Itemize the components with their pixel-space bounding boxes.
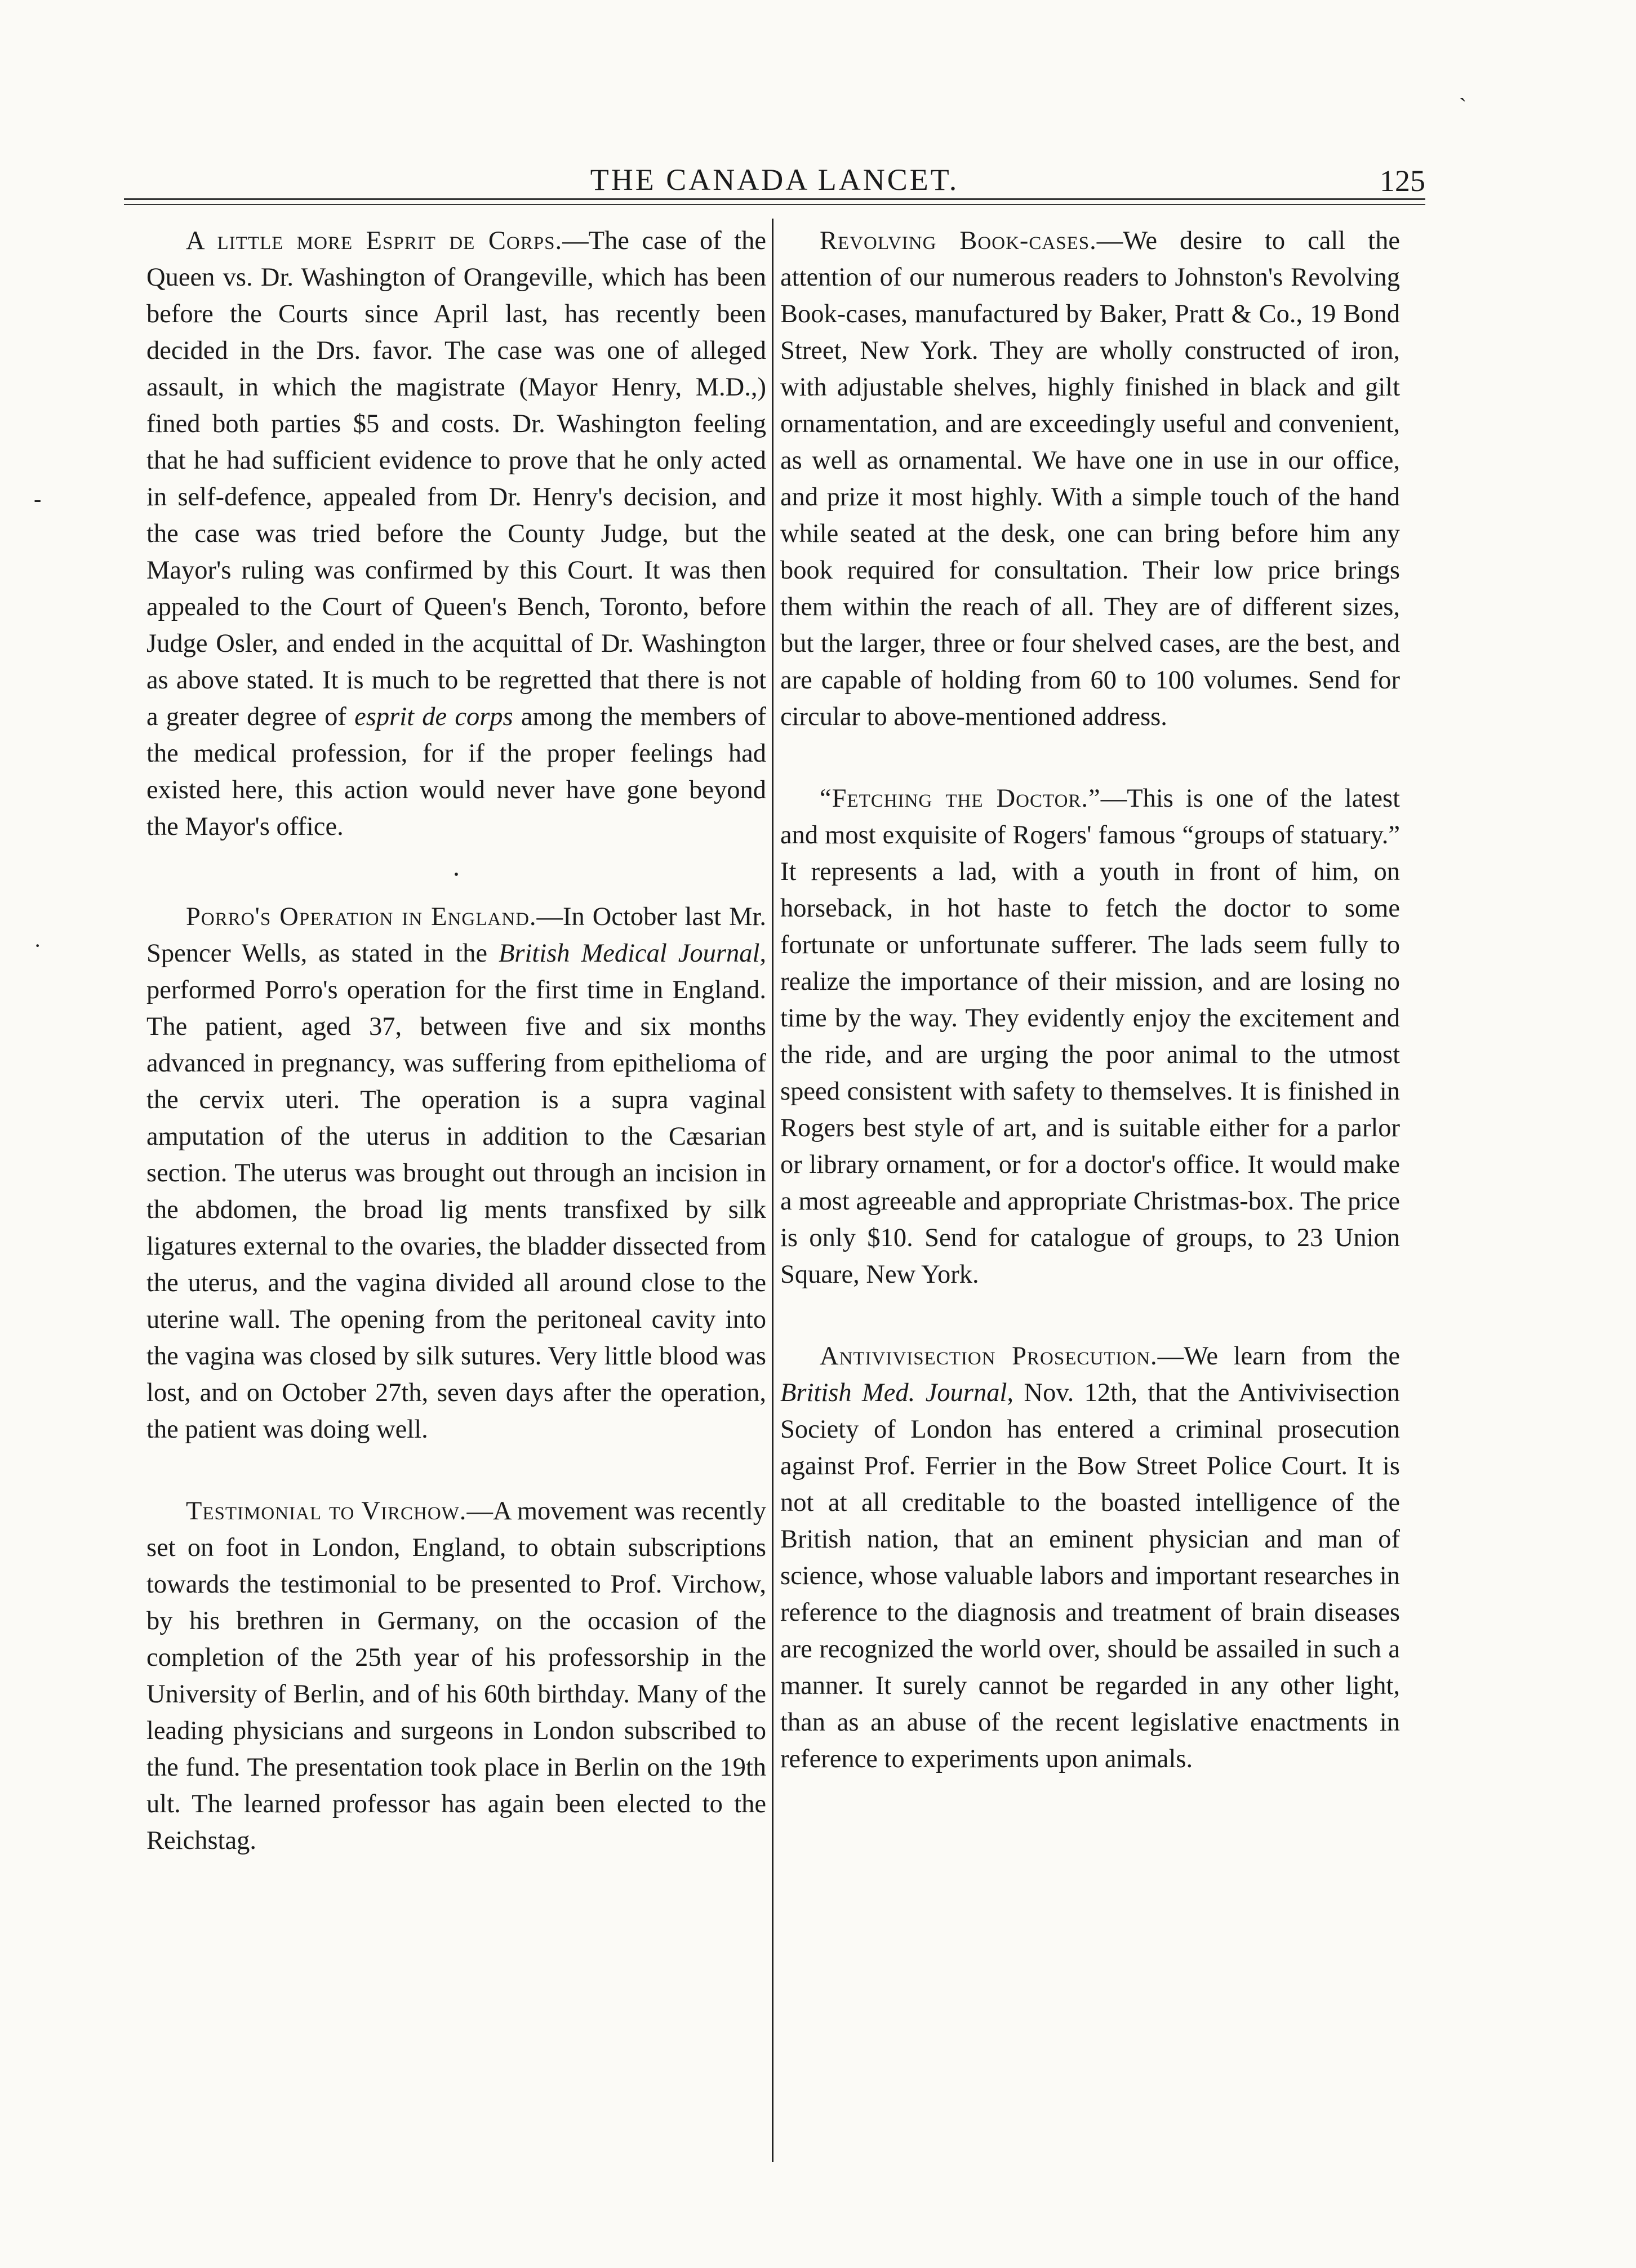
article-body: “Fetching the Doctor.”—This is one of the latest and most exquisite of Rogers' famous “groups of statuary.” It represents a lad, with a youth in front of him, on horseback, in hot haste to fetch the doctor to some fortunate or unfortunate sufferer. The lads seem fully to realize the importance of their mission, and are losing no time by the way. They evidently enjoy the excitement and the ride, and are urging the poor animal to the utmost speed consistent with safety to themselves. It is finished in Rogers best style of art, and is suitable either for a parlor or library ornament, or for a doctor's office. It would make a most agreeable and appropriate Christmas-box. The price is only $10. Send for catalogue of groups, to 23 Union Square, New York. xyxy=(780,784,1400,1289)
article-heading: Revolving Book-cases. xyxy=(820,226,1097,255)
article-body: Revolving Book-cases.—We desire to call the attention of our numerous readers to Johnston's Revolving Book-cases, manufactured by Baker, Pratt & Co., 19 Bond Street, New York. They are wholly constructed of iron, with adjustable shelves, highly finished in black and gilt ornamentation, and are exceedingly useful and convenient, as well as ornamental. We have one in use in our office, and prize it most highly. With a simple touch of the hand while seated at the desk, one can bring before him any book required for consultation. Their low price brings them within the reach of all. They are of different sizes, but the larger, three or four shelved cases, are the best, and are capable of holding from 60 to 100 volumes. Send for circular to above-mentioned address. xyxy=(780,226,1400,731)
article-body: A little more Esprit de Corps.—The case of the Queen vs. Dr. Washington of Orangeville, which has been before the Courts since April last, has recently been decided in the Drs. favor. The case was one of alleged assault, in which the magistrate (Mayor Henry, M.D.,) fined both parties $5 and costs. Dr. Washington feeling that he had sufficient evidence to prove that he only acted in self-defence, appealed from Dr. Henry's decision, and the case was tried before the County Judge, but the Mayor's ruling was confirmed by this Court. It was then appealed to the Court of Queen's Bench, Toronto, before Judge Osler, and ended in the acquittal of Dr. Washington as above stated. It is much to be regretted that there is not a greater degree of esprit de corps among the members of the medical profession, for if the proper feelings had existed here, this action would never have gone beyond the Mayor's office. xyxy=(146,226,766,841)
column-divider xyxy=(772,219,773,2162)
article-esprit-de-corps xyxy=(146,223,766,845)
scan-speck: - xyxy=(34,486,42,512)
article-body: Testimonial to Virchow.—A movement was recently set on foot in London, England, to obtain subscriptions towards the testimonial to be presented to Prof. Virchow, by his brethren in Germany, on the occasion of the completion of the 25th year of his professorship in the University of Berlin, and of his 60th birthday. Many of the leading physicians and surgeons in London subscribed to the fund. The presentation took place in Berlin on the 19th ult. The learned professor has again been elected to the Reichstag. xyxy=(146,1497,766,1855)
header-rule-secondary xyxy=(124,204,1425,205)
article-body: Porro's Operation in England.—In October last Mr. Spencer Wells, as stated in the British Medical Journal, performed Porro's operation for the first time in England. The patient, aged 37, between five and six months advanced in pregnancy, was suffering from epithelioma of the cervix uteri. The operation is a supra vaginal amputation of the uterus in addition to the Cæsarian section. The uterus was brought out through an incision in the abdomen, the broad lig ments transfixed by silk ligatures external to the ovaries, the bladder dissected from the uterus, and the vagina divided all around close to the uterine wall. The opening from the peritoneal cavity into the vagina was closed by silk sutures. Very little blood was lost, and on October 27th, seven days after the operation, the patient was doing well. xyxy=(146,902,766,1444)
article-revolving-bookcases xyxy=(780,223,1400,735)
right-column xyxy=(780,223,1400,1822)
article-porro-operation xyxy=(146,899,766,1448)
page-number: 125 xyxy=(1380,164,1425,198)
journal-title: THE CANADA LANCET. xyxy=(590,163,959,197)
article-antivivisection xyxy=(780,1338,1400,1777)
article-heading: “Fetching the Doctor.” xyxy=(820,784,1101,813)
scan-speck: ` xyxy=(1459,94,1467,119)
header-rule xyxy=(124,198,1425,200)
page-header xyxy=(124,158,1425,203)
article-fetching-doctor xyxy=(780,780,1400,1293)
bullet-ornament: • xyxy=(454,868,459,882)
scan-speck: · xyxy=(34,933,42,958)
article-heading: Antivivisection Prosecution. xyxy=(820,1342,1158,1371)
article-heading: A little more Esprit de Corps. xyxy=(186,226,563,255)
article-virchow-testimonial xyxy=(146,1493,766,1859)
article-heading: Porro's Operation in England. xyxy=(186,902,537,931)
article-heading: Testimonial to Virchow. xyxy=(186,1497,467,1526)
article-body: Antivivisection Prosecution.—We learn from the British Med. Journal, Nov. 12th, that the Antivivisection Society of London has entered a criminal prosecution against Prof. Ferrier in the Bow Street Police Court. It is not at all creditable to the boasted intelligence of the British nation, that an eminent physician and man of science, whose valuable labors and important researches in reference to the diagnosis and treatment of brain diseases are recognized the world over, should be assailed in such a manner. It surely cannot be regarded in any other light, than as an abuse of the recent legislative enactments in reference to experiments upon animals. xyxy=(780,1342,1401,1773)
left-column xyxy=(146,223,766,1904)
